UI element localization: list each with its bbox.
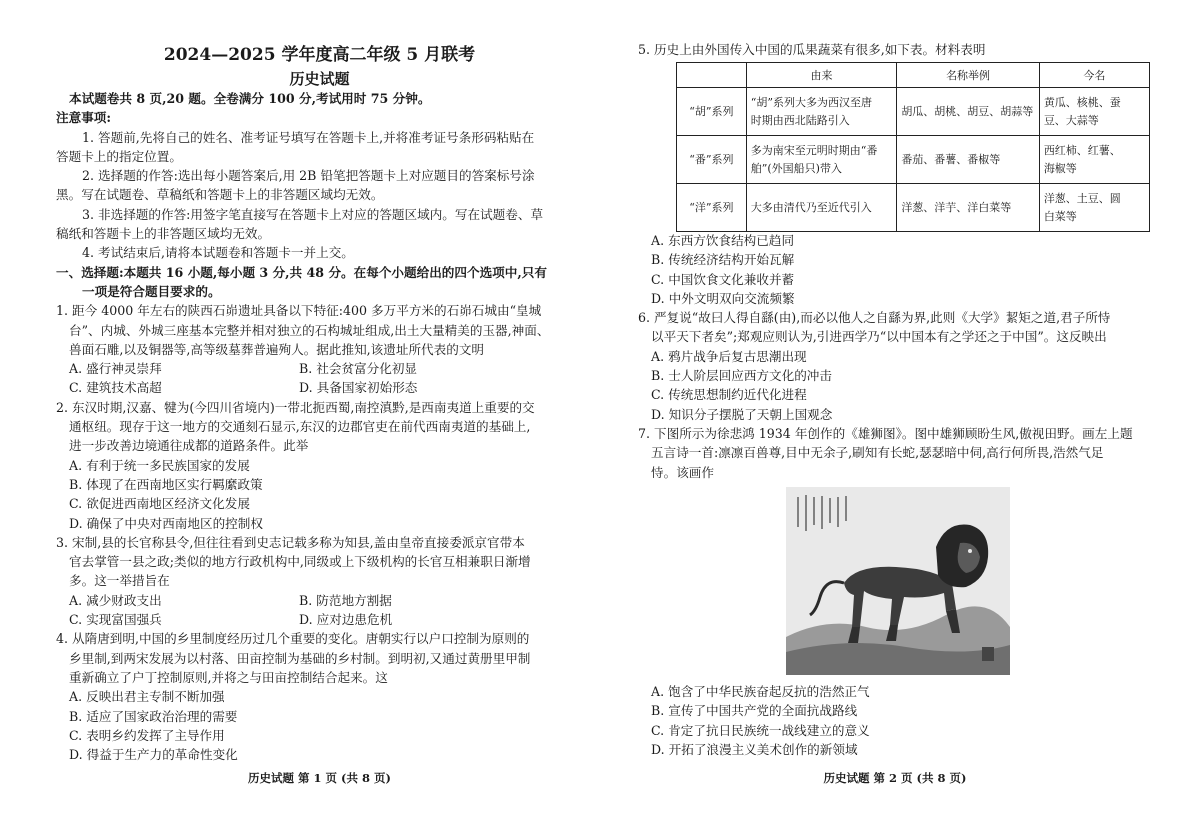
exam-page-2 bbox=[638, 0, 1152, 831]
question-stem: 多。这一举措旨在 bbox=[69, 573, 170, 589]
table-cell bbox=[746, 88, 897, 136]
table-row-header: “洋”系列 bbox=[677, 184, 747, 232]
note-line: 4. 考试结束后,请将本试题卷和答题卡一并上交。 bbox=[82, 245, 354, 261]
exam-page-1 bbox=[56, 0, 583, 831]
option-b[interactable]: B. 适应了国家政治治理的需要 bbox=[69, 708, 238, 724]
notes-heading: 注意事项: bbox=[56, 110, 112, 126]
question-stem: 恃。该画作 bbox=[651, 464, 714, 480]
question-stem: 进一步改善边境通往成都的道路条件。此举 bbox=[69, 438, 309, 454]
option-a[interactable]: A. 东西方饮食结构已趋同 bbox=[651, 233, 795, 248]
question-stem: 以平天下者矣”;郑观应则认为,引进西学乃“以中国本有之学还之于中国”。这反映出 bbox=[651, 329, 1107, 345]
question-stem: 乡里制,到两宋发展为以村落、田亩控制为基础的乡村制。到明初,又通过黄册里甲制 bbox=[69, 650, 531, 666]
table-cell bbox=[1039, 184, 1149, 232]
table-cell-line: 时期由西北陆路引入 bbox=[750, 113, 850, 127]
option-a[interactable]: A. 反映出君主专制不断加强 bbox=[69, 689, 225, 705]
lion-painting bbox=[786, 487, 1010, 675]
option-c[interactable]: C. 建筑技术高超 bbox=[69, 380, 162, 396]
note-line: 1. 答题前,先将自己的姓名、准考证号填写在答题卡上,并将准考证号条形码粘贴在 bbox=[82, 129, 535, 145]
question-stem: 4. 从隋唐到明,中国的乡里制度经历过几个重要的变化。唐朝实行以户口控制为原则的 bbox=[56, 631, 530, 647]
question-stem: 5. 历史上由外国传入中国的瓜果蔬菜有很多,如下表。材料表明 bbox=[638, 42, 986, 57]
question-stem: 通枢纽。现存于这一地方的交通刻石显示,东汉的边郡官吏在前代西南夷道的基础上, bbox=[69, 419, 531, 435]
table-cell-line: 多为南宋至元明时期由“番 bbox=[750, 143, 878, 157]
option-d[interactable]: D. 具备国家初始形态 bbox=[299, 380, 418, 396]
table-header: 由来 bbox=[746, 63, 897, 88]
option-d[interactable]: D. 中外文明双向交流频繁 bbox=[651, 290, 795, 306]
option-d[interactable]: D. 得益于生产力的革命性变化 bbox=[69, 747, 238, 763]
table-cell-line: 豆、大蒜等 bbox=[1043, 113, 1099, 127]
table-cell-line: 海椒等 bbox=[1043, 161, 1077, 175]
option-d[interactable]: D. 应对边患危机 bbox=[299, 612, 393, 628]
question-1 bbox=[56, 301, 583, 397]
table-cell-line: 舶”(外国船只)带入 bbox=[750, 161, 842, 175]
exam-title: 2024—2025 学年度高二年级 5 月联考 bbox=[163, 45, 476, 65]
section-heading: 一项是符合题目要求的。 bbox=[82, 283, 221, 299]
option-c[interactable]: C. 传统思想制约近代化进程 bbox=[651, 387, 807, 403]
option-b[interactable]: B. 传统经济结构开始瓦解 bbox=[651, 252, 795, 268]
table-cell-line: 洋葱、土豆、圆 bbox=[1043, 191, 1121, 205]
option-a[interactable]: A. 鸦片战争后复古思潮出现 bbox=[651, 348, 807, 364]
table-row-header: “番”系列 bbox=[677, 136, 747, 184]
table-row bbox=[677, 136, 1150, 184]
table-row-header: “胡”系列 bbox=[677, 88, 747, 136]
option-c[interactable]: C. 实现富国强兵 bbox=[69, 612, 162, 628]
questions-5-7 bbox=[638, 231, 1152, 482]
table-cell bbox=[1039, 136, 1149, 184]
exam-subtitle: 历史试题 bbox=[289, 70, 350, 88]
question-stem: 3. 宋制,县的长官称县令,但往往看到史志记载多称为知县,盖由皇帝直接委派京官带本 bbox=[56, 534, 525, 550]
question-5-stem-block bbox=[638, 40, 1152, 59]
question-stem: 台”、内城、外城三座基本完整并相对独立的石构城址组成,出土大量精美的玉器,神面、 bbox=[69, 322, 550, 338]
option-a[interactable]: A. 盛行神灵崇拜 bbox=[69, 361, 162, 377]
option-d[interactable]: D. 知识分子摆脱了天朝上国观念 bbox=[651, 406, 833, 422]
option-d[interactable]: D. 确保了中央对西南地区的控制权 bbox=[69, 515, 263, 531]
table-cell bbox=[746, 184, 897, 232]
question-stem: 7. 下图所示为徐悲鸿 1934 年创作的《雄狮图》。图中雄狮顾盼生风,傲视田野。画左上题 bbox=[638, 425, 1133, 441]
option-b[interactable]: B. 社会贫富分化初显 bbox=[299, 361, 418, 377]
option-b[interactable]: B. 体现了在西南地区实行羁縻政策 bbox=[69, 476, 263, 492]
table-cell-line: 西红柿、红薯、 bbox=[1043, 143, 1121, 157]
option-c[interactable]: C. 表明乡约发挥了主导作用 bbox=[69, 727, 225, 743]
option-a[interactable]: A. 减少财政支出 bbox=[69, 592, 162, 608]
note-line: 黑。写在试题卷、草稿纸和答题卡上的非答题区域均无效。 bbox=[56, 187, 384, 203]
table-cell-line: 黄瓜、核桃、蚕 bbox=[1043, 95, 1121, 109]
table-cell-line: 白菜等 bbox=[1043, 209, 1077, 223]
table-cell-line: 大多由清代乃至近代引入 bbox=[750, 200, 872, 214]
question-6 bbox=[638, 308, 1152, 424]
question-stem: 兽面石雕,以及铜器等,高等级墓葬普遍殉人。据此推知,该遗址所代表的文明 bbox=[69, 341, 485, 357]
table-header bbox=[677, 63, 747, 88]
question-stem: 1. 距今 4000 年左右的陕西石峁遗址具备以下特征:400 多万平方米的石峁石城由“皇城 bbox=[56, 303, 542, 319]
table-cell bbox=[1039, 88, 1149, 136]
table-cell: 番茄、番薯、番椒等 bbox=[897, 136, 1040, 184]
option-b[interactable]: B. 宣传了中国共产党的全面抗战路线 bbox=[651, 703, 858, 719]
question-stem: 重新确立了户丁控制原则,并将之与田亩控制结合起来。这 bbox=[69, 669, 388, 685]
option-c[interactable]: C. 中国饮食文化兼收并蓄 bbox=[651, 271, 795, 287]
page-footer: 历史试题 第 2 页 (共 8 页) bbox=[823, 771, 967, 785]
exam-instructions bbox=[56, 89, 583, 764]
table-row bbox=[677, 184, 1150, 232]
table-header: 名称举例 bbox=[897, 63, 1040, 88]
question-stem: 五言诗一首:凛凛百兽尊,目中无余子,刷知有长蛇,瑟瑟暗中伺,高行何所畏,浩然气足 bbox=[651, 445, 1104, 461]
note-line: 稿纸和答题卡上的非答题区域均无效。 bbox=[56, 226, 271, 242]
table-cell bbox=[746, 136, 897, 184]
question-3 bbox=[56, 533, 583, 629]
exam-notice: 本试题卷共 8 页,20 题。全卷满分 100 分,考试用时 75 分钟。 bbox=[69, 91, 431, 106]
option-d[interactable]: D. 开拓了浪漫主义美术创作的新领域 bbox=[651, 741, 858, 757]
question-5-table bbox=[676, 62, 1150, 232]
option-c[interactable]: C. 欲促进西南地区经济文化发展 bbox=[69, 496, 250, 512]
table-header: 今名 bbox=[1039, 63, 1149, 88]
question-4 bbox=[56, 629, 583, 764]
option-a[interactable]: A. 饱含了中华民族奋起反抗的浩然正气 bbox=[651, 684, 870, 699]
table-row bbox=[677, 88, 1150, 136]
section-heading: 一、选择题:本题共 16 小题,每小题 3 分,共 48 分。在每个小题给出的四个选项中,只有 bbox=[56, 264, 547, 280]
question-7 bbox=[638, 424, 1152, 482]
option-c[interactable]: C. 肯定了抗日民族统一战线建立的意义 bbox=[651, 722, 870, 738]
note-line: 3. 非选择题的作答:用签字笔直接写在答题卡上对应的答题区域内。写在试题卷、草 bbox=[82, 206, 544, 222]
option-b[interactable]: B. 士人阶层回应西方文化的冲击 bbox=[651, 368, 832, 384]
option-a[interactable]: A. 有利于统一多民族国家的发展 bbox=[69, 457, 250, 473]
question-7-options bbox=[638, 682, 1152, 759]
note-line: 答题卡上的指定位置。 bbox=[56, 148, 182, 164]
table-cell: 胡瓜、胡桃、胡豆、胡蒜等 bbox=[897, 88, 1040, 136]
question-2 bbox=[56, 398, 583, 533]
lion-painting-svg bbox=[786, 487, 1010, 675]
option-b[interactable]: B. 防范地方割据 bbox=[299, 592, 392, 608]
question-stem: 官去掌管一县之政;类似的地方行政机构中,同级或上下级机构的长官互相兼职日渐增 bbox=[69, 554, 531, 570]
page-footer: 历史试题 第 1 页 (共 8 页) bbox=[248, 771, 391, 785]
question-stem: 6. 严复说“故曰人得自繇(由),而必以他人之自繇为界,此则《大学》絜矩之道,君子所恃 bbox=[638, 310, 1111, 326]
question-stem: 2. 东汉时期,汉嘉、犍为(今四川省境内)一带北扼西蜀,南控滇黔,是西南夷道上重要的交 bbox=[56, 399, 535, 415]
table-cell: 洋葱、洋芋、洋白菜等 bbox=[897, 184, 1040, 232]
table-cell-line: “胡”系列大多为西汉至唐 bbox=[750, 95, 872, 109]
note-line: 2. 选择题的作答:选出每小题答案后,用 2B 铅笔把答题卡上对应题目的答案标号涂 bbox=[82, 168, 535, 184]
